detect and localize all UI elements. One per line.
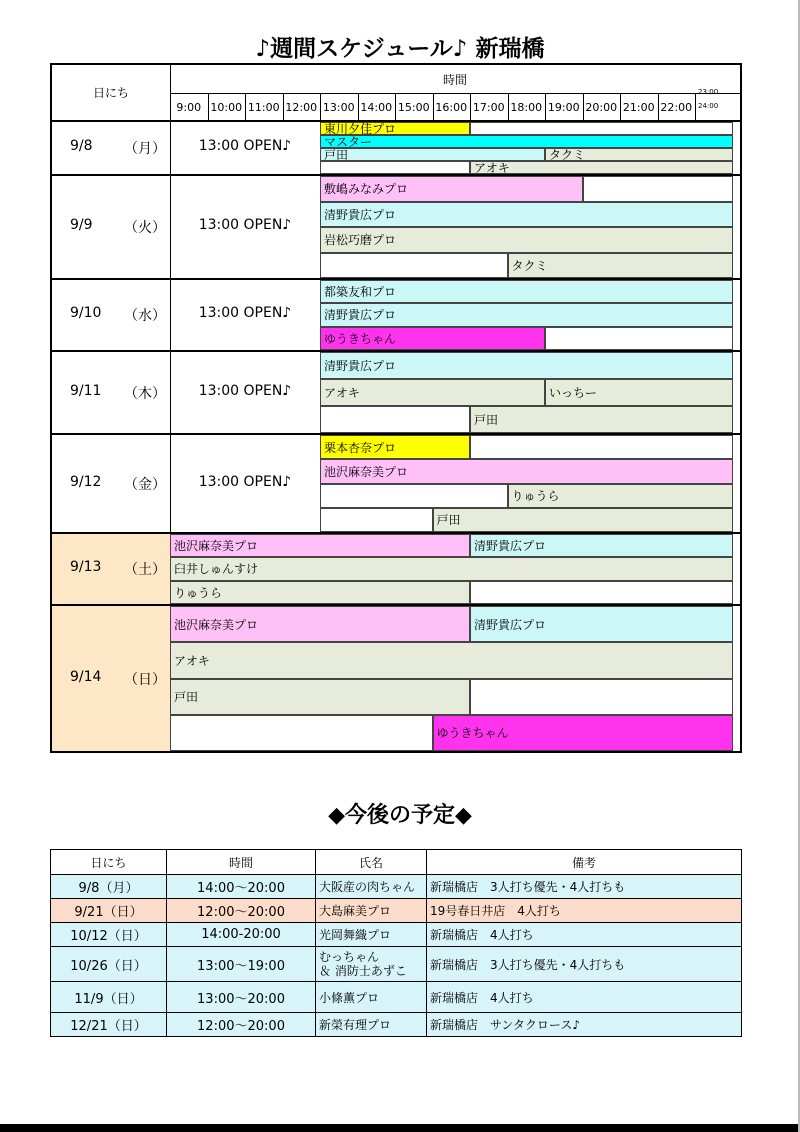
hour-divider xyxy=(658,94,659,120)
bottom-edge xyxy=(0,1124,800,1132)
shift-bar xyxy=(320,253,508,279)
header-time: 時間 xyxy=(167,850,316,875)
event-name: 小條薫プロ xyxy=(316,982,427,1013)
upcoming-row xyxy=(51,1013,742,1037)
shift-bar: ゆうきちゃん xyxy=(433,715,733,751)
shift-bar xyxy=(320,484,508,508)
hour-divider xyxy=(433,94,434,120)
shift-bar xyxy=(470,122,733,135)
upcoming-row xyxy=(51,947,742,982)
event-time: 13:00～19:00 xyxy=(167,947,316,982)
open-time: 13:00 OPEN♪ xyxy=(198,217,292,233)
day-date: 9/11 xyxy=(70,382,102,399)
shift-bar: タクミ xyxy=(545,148,733,161)
header-date: 日にち xyxy=(51,850,167,875)
event-time: 14:00～20:00 xyxy=(167,875,316,899)
header-date-label: 日にち xyxy=(92,86,129,100)
day-weekday: （木） xyxy=(124,385,166,402)
shift-bar: りゅうら xyxy=(508,484,733,508)
shift-bar: 岩松巧磨プロ xyxy=(320,227,733,253)
hour-divider xyxy=(583,94,584,120)
day-weekday: （火） xyxy=(124,220,166,236)
shift-bar: マスター xyxy=(320,135,733,148)
shift-bar xyxy=(320,406,470,433)
day-weekday: （土） xyxy=(124,562,166,578)
hour-divider xyxy=(395,94,396,120)
shift-bar: りゅうら xyxy=(170,581,470,604)
hour-label: 9:00 xyxy=(176,100,202,114)
day-weekday: （日） xyxy=(124,671,166,688)
open-time: 13:00 OPEN♪ xyxy=(198,473,292,490)
upcoming-events-table xyxy=(50,849,742,1037)
shift-bar: アオキ xyxy=(320,379,545,406)
hour-label: 15:00 xyxy=(397,100,430,114)
late-hour-top: 23:00 xyxy=(698,88,719,96)
event-date: 11/9（日） xyxy=(51,982,167,1013)
date-col-divider xyxy=(170,65,171,120)
shift-bar: 栗本杏奈プロ xyxy=(320,435,470,459)
day-date: 9/10 xyxy=(70,305,102,321)
event-note: 新瑞橋店 3人打ち優先・4人打ちも xyxy=(427,947,742,982)
event-name: むっちゃん ＆ 消防士あずこ xyxy=(316,947,427,982)
hour-label: 19:00 xyxy=(547,100,580,114)
shift-bar: タクミ xyxy=(508,253,733,279)
hour-label: 17:00 xyxy=(472,100,505,114)
shift-bar xyxy=(470,679,733,715)
header-time-label: 時間 xyxy=(442,72,467,87)
hour-label: 11:00 xyxy=(247,100,280,114)
hour-label: 16:00 xyxy=(435,100,468,114)
shift-bar xyxy=(170,715,433,751)
event-date: 10/26（日） xyxy=(51,947,167,982)
hour-divider xyxy=(320,94,321,120)
shift-bar: 都築友和プロ xyxy=(320,280,733,303)
event-date: 9/21（日） xyxy=(51,899,167,923)
hour-divider xyxy=(508,94,509,120)
hour-divider xyxy=(208,94,209,120)
open-time: 13:00 OPEN♪ xyxy=(198,138,292,154)
shift-bar: 清野貴広プロ xyxy=(320,202,733,228)
shift-bar: 清野貴広プロ xyxy=(470,606,733,642)
upcoming-row xyxy=(51,875,742,899)
day-date: 9/8 xyxy=(70,138,93,154)
shift-bar: 戸田 xyxy=(433,508,733,532)
event-note: 19号春日井店 4人打ち xyxy=(427,899,742,923)
event-date: 12/21（日） xyxy=(51,1013,167,1037)
day-weekday: （水） xyxy=(124,308,166,324)
day-weekday: （金） xyxy=(124,476,166,493)
shift-bar xyxy=(470,581,733,604)
shift-bar: 戸田 xyxy=(470,406,733,433)
event-note: 新瑞橋店 4人打ち xyxy=(427,982,742,1013)
day-weekday: （月） xyxy=(124,141,166,157)
hour-label: 10:00 xyxy=(210,100,243,114)
day-date: 9/13 xyxy=(70,559,102,575)
upcoming-header-row xyxy=(51,850,742,875)
hour-label: 21:00 xyxy=(622,100,655,114)
open-time: 13:00 OPEN♪ xyxy=(198,382,292,399)
shift-bar xyxy=(320,508,433,532)
hour-divider xyxy=(470,94,471,120)
shift-bar: アオキ xyxy=(170,642,733,678)
shift-bar xyxy=(320,161,470,174)
shift-bar: 池沢麻奈美プロ xyxy=(170,606,470,642)
upcoming-title: ◆今後の予定◆ xyxy=(328,803,472,828)
event-time: 12:00～20:00 xyxy=(167,899,316,923)
shift-bar: 戸田 xyxy=(320,148,545,161)
day-date: 9/14 xyxy=(70,668,102,685)
event-date: 10/12（日） xyxy=(51,923,167,947)
event-note: 新瑞橋店 4人打ち xyxy=(427,923,742,947)
upcoming-row xyxy=(51,923,742,947)
event-name: 新榮有理プロ xyxy=(316,1013,427,1037)
hour-divider xyxy=(358,94,359,120)
day-date: 9/12 xyxy=(70,473,102,490)
shift-bar: アオキ xyxy=(470,161,733,174)
hour-label: 18:00 xyxy=(510,100,543,114)
shift-bar: 池沢麻奈美プロ xyxy=(170,534,470,557)
shift-bar: 戸田 xyxy=(170,679,470,715)
hour-label: 22:00 xyxy=(660,100,693,114)
shift-bar: 清野貴広プロ xyxy=(320,352,733,379)
page-title: ♪週間スケジュール♪ 新瑞橋 xyxy=(255,36,545,62)
event-date: 9/8（月） xyxy=(51,875,167,899)
event-note: 新瑞橋店 サンタクロース♪ xyxy=(427,1013,742,1037)
shift-bar: 池沢麻奈美プロ xyxy=(320,459,733,483)
header-name: 氏名 xyxy=(316,850,427,875)
shift-bar: 臼井しゅんすけ xyxy=(170,557,733,580)
day-date: 9/9 xyxy=(70,217,93,233)
event-note: 新瑞橋店 3人打ち優先・4人打ちも xyxy=(427,875,742,899)
late-hour-bottom: 24:00 xyxy=(698,102,719,110)
shift-bar: 東川夕佳プロ xyxy=(320,122,470,135)
event-name: 光岡舞織プロ xyxy=(316,923,427,947)
open-time: 13:00 OPEN♪ xyxy=(198,305,292,321)
shift-bar: ゆうきちゃん xyxy=(320,327,545,350)
hour-divider xyxy=(695,94,696,120)
hour-divider xyxy=(245,94,246,120)
event-time: 12:00～20:00 xyxy=(167,1013,316,1037)
event-time: 13:00～20:00 xyxy=(167,982,316,1013)
hour-label: 12:00 xyxy=(285,100,318,114)
shift-bar: いっちー xyxy=(545,379,733,406)
upcoming-row xyxy=(51,899,742,923)
shift-bar xyxy=(545,327,733,350)
hour-label: 20:00 xyxy=(585,100,618,114)
hour-label: 14:00 xyxy=(360,100,393,114)
event-name: 大島麻美プロ xyxy=(316,899,427,923)
event-name: 大阪産の肉ちゃん xyxy=(316,875,427,899)
hour-divider xyxy=(620,94,621,120)
shift-bar: 清野貴広プロ xyxy=(470,534,733,557)
hour-divider xyxy=(545,94,546,120)
shift-bar: 清野貴広プロ xyxy=(320,303,733,326)
header-note: 備考 xyxy=(427,850,742,875)
upcoming-row xyxy=(51,982,742,1013)
event-time: 14:00-20:00 xyxy=(167,923,316,947)
hour-label: 13:00 xyxy=(322,100,355,114)
weekly-schedule-table xyxy=(50,63,742,753)
shift-bar xyxy=(470,435,733,459)
shift-bar: 敷嶋みなみプロ xyxy=(320,176,583,202)
hour-divider xyxy=(283,94,284,120)
shift-bar xyxy=(583,176,733,202)
